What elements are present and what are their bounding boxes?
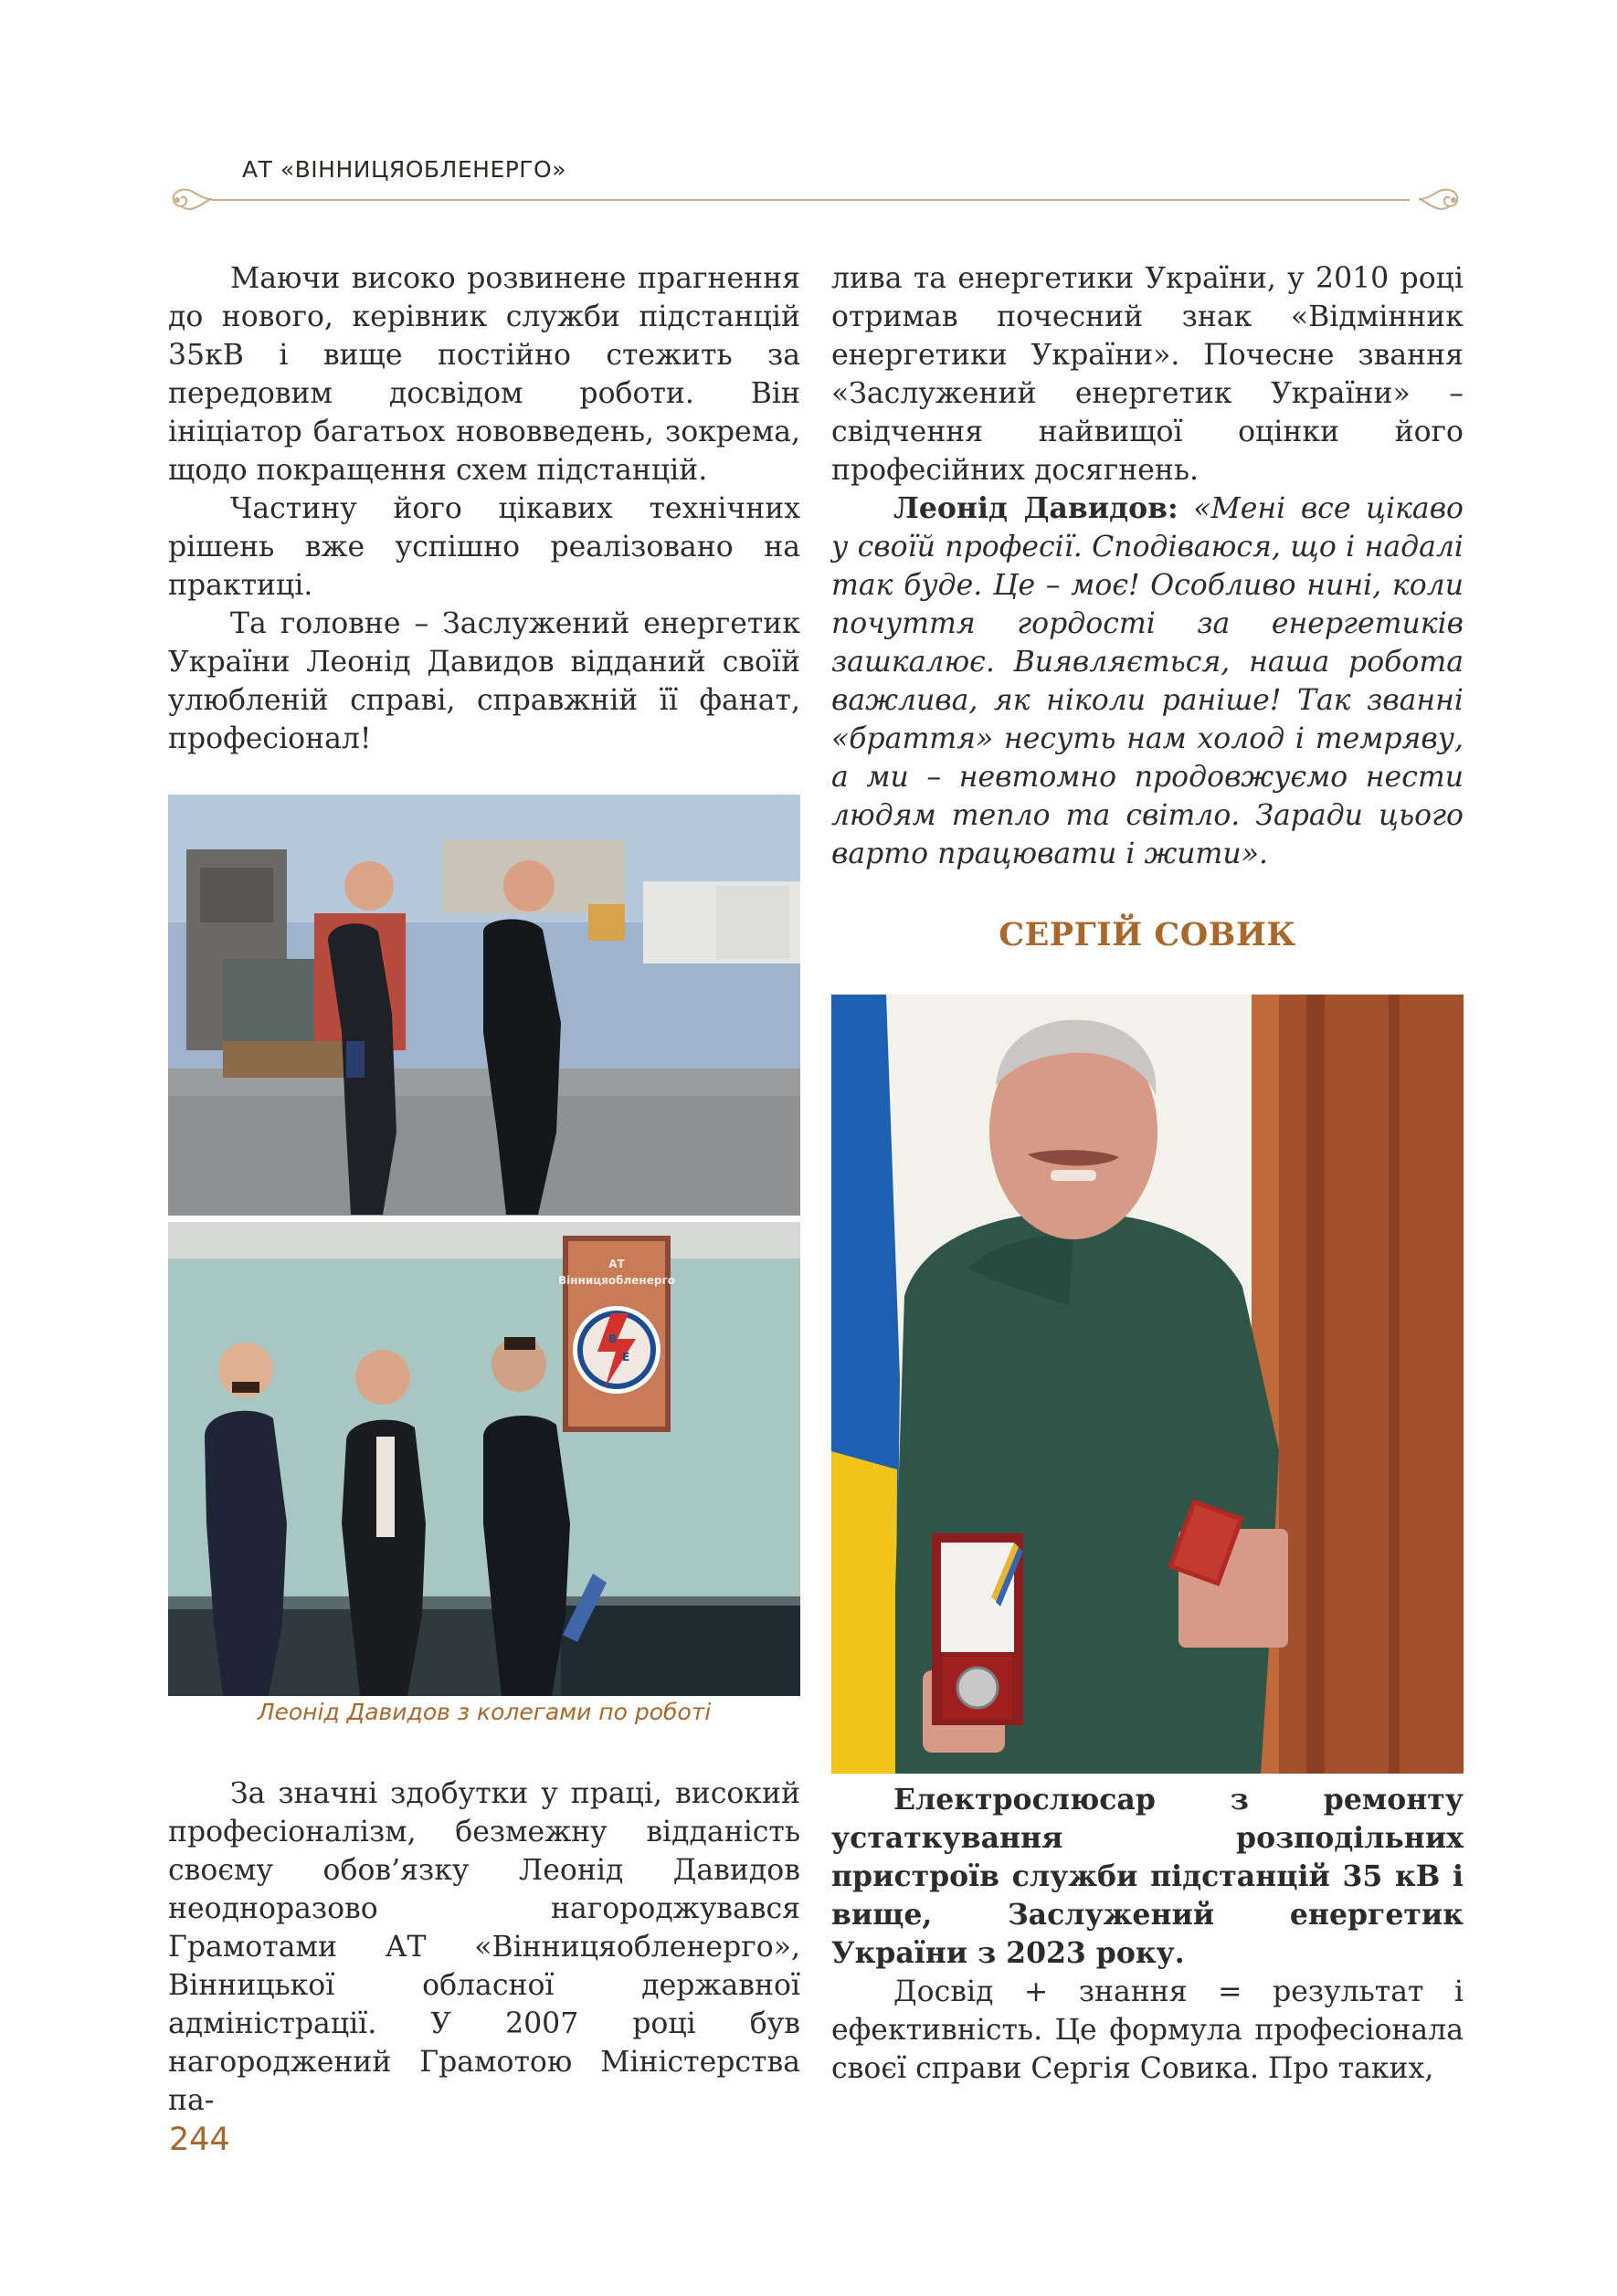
bold-caption: Електрослюсар з ремонту устаткування розподільних пристроїв служби підстанцій 35 кВ і вище, Заслужений енергетик України з 2023 року. (831, 1783, 1464, 1970)
paragraph: Та головне – Заслужений енергетик України Леонід Давидов відданий своїй улюбленій справі, справжній її фанат, професіонал! (168, 607, 800, 755)
sign-line2: Вінницяобленерго (558, 1274, 675, 1287)
paragraph: Частину його цікавих технічних рішень вже успішно реалізовано на практиці. (168, 492, 800, 602)
paragraph: Досвід + знання = результат і ефективність. Це формула професіонала своєї справи Сергія Совика. Про таких, (831, 1975, 1464, 2085)
paragraph: За значні здобутки у праці, високий професіоналізм, безмежну відданість своєму обов’язку Леонід Давидов неодноразово нагороджувався Грамотами АТ «Вінницяобленерго», Вінницької обласної державної адміністрації. У 2007 році був нагороджений Грамотою Міністерства па- (168, 1777, 800, 2117)
left-column-bottom (168, 1775, 800, 2120)
header-divider (212, 199, 1410, 201)
svg-text:В: В (608, 1332, 618, 1345)
sign-line1: АТ (608, 1258, 625, 1270)
paragraph: лива та енергетики України, у 2010 році отримав почесний знак «Відмінник енергетики України». Почесне звання «Заслужений енергетик України» – свідчення найвищої оцінки його професійних досягнень. (831, 262, 1464, 487)
quote-paragraph (831, 490, 1464, 873)
photo-office-colleagues (168, 1222, 800, 1696)
right-column-bottom (831, 1781, 1464, 2088)
ornament-right-icon (1411, 174, 1466, 219)
header-title: АТ «ВІННИЦЯОБЛЕНЕРГО» (242, 156, 567, 183)
photo-outdoor-substation (168, 795, 800, 1216)
page-number: 244 (169, 2122, 230, 2158)
ornament-left-icon (164, 174, 219, 219)
svg-text:Е: Е (622, 1351, 630, 1364)
section-title: СЕРГІЙ СОВИК (999, 916, 1296, 953)
photo-caption: Леонід Давидов з колегами по роботі (257, 1699, 712, 1725)
quote-text: «Мені все цікаво у своїй професії. Сподіваюся, що і надалі так буде. Це – моє! Особливо нині, коли почуття гордості за енергетиків зашкалює. Виявляється, наша робота важлива, як ніколи раніше! Так званні «браття» несуть нам холод і темряву, а ми – невтомно продовжуємо нести людям тепло та світло. Заради цього варто працювати і жити». (831, 492, 1464, 870)
left-column-top (168, 259, 800, 758)
right-column-top (831, 259, 1464, 873)
paragraph: Маючи високо розвинене прагнення до нового, керівник служби підстанцій 35кВ і вище постійно стежить за передовим досвідом роботи. Він ініціатор багатьох нововведень, зокрема, щодо покращення схем підстанцій. (168, 262, 800, 487)
photo-portrait-sovyk (831, 995, 1464, 1774)
quote-author: Леонід Давидов: (893, 491, 1178, 525)
